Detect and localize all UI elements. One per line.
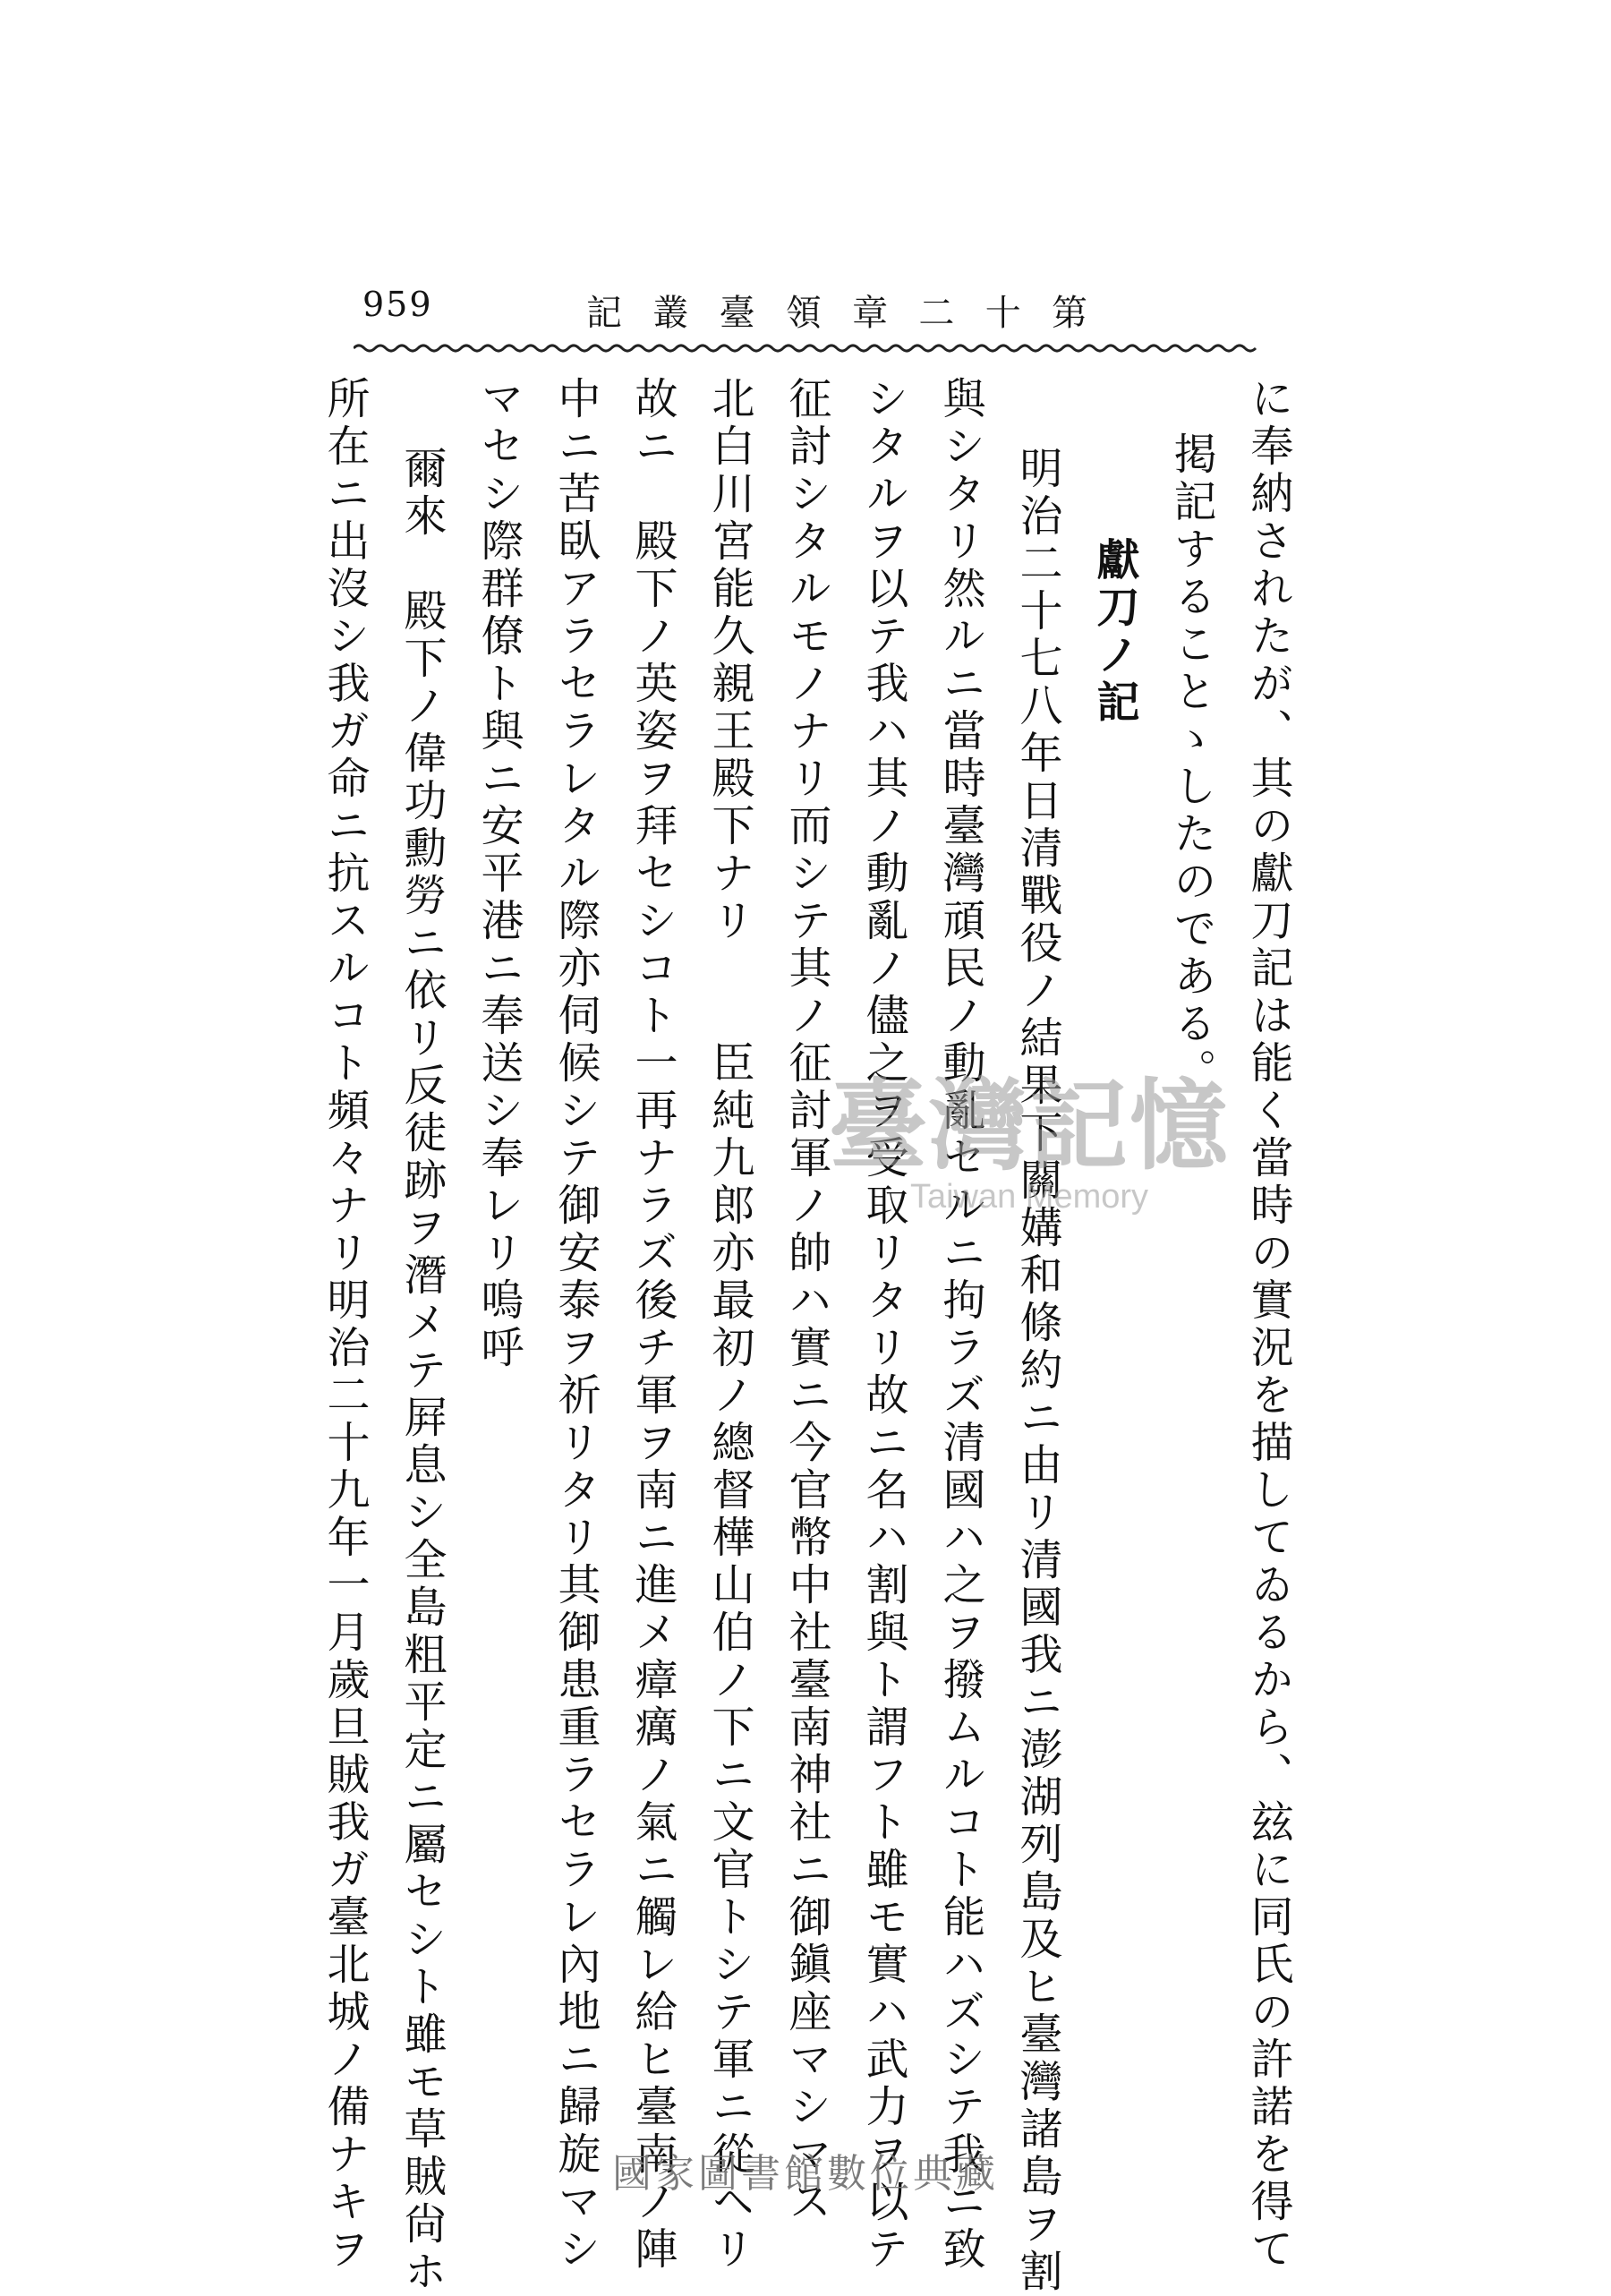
running-head-char: 領 [785, 293, 822, 334]
text-line: 征討シタルモノナリ而シテ其ノ征討軍ノ帥ハ實ニ今官幣中社臺南神社ニ御鎭座マシマス [781, 376, 831, 2226]
running-head-char: 記 [586, 293, 622, 334]
text-line: 所在ニ出沒シ我ガ命ニ抗スルコト頻々ナリ明治二十九年一月歲旦賊我ガ臺北城ノ備ナキヲ [320, 376, 370, 2274]
text-line: 掲記することゝしたのである。 [1166, 431, 1216, 1096]
footer-credit: 國家圖書館數位典藏 [612, 2151, 999, 2197]
running-head-char: 十 [984, 293, 1021, 334]
text-line: に奉納されたが、其の獻刀記は能く當時の實況を描してゐるから、玆に同氏の許諾を得て [1243, 376, 1293, 2274]
watermark-title: 臺灣記憶 [829, 1068, 1230, 1183]
text-line: 故ニ 殿下ノ英姿ヲ拜セシコト一再ナラズ後チ軍ヲ南ニ進メ瘴癘ノ氣ニ觸レ給ヒ臺南ノ陣 [627, 376, 678, 2274]
text-line: 明治二十七八年日清戰役ノ結果下關媾和條約ニ由リ清國我ニ澎湖列島及ヒ臺灣諸島ヲ割 [1012, 446, 1062, 2296]
running-head-char: 叢 [652, 293, 689, 334]
text-line: 中ニ苦臥アラセラレタル際亦伺候シテ御安泰ヲ祈リタリ其御患重ラセラレ內地ニ歸旋マシ [550, 376, 601, 2274]
running-head-char: 二 [918, 293, 955, 334]
page-number: 959 [362, 285, 433, 324]
watermark-subtitle: Taiwan Memory [909, 1178, 1149, 1216]
running-head [586, 285, 1087, 336]
running-head-char: 臺 [719, 293, 755, 334]
watermark [788, 1047, 1271, 1216]
text-line: マセシ際群僚ト與ニ安平港ニ奉送シ奉レリ嗚呼 [473, 376, 524, 1372]
header-rule [354, 342, 1257, 354]
text-line: シタルヲ以テ我ハ其ノ動亂ノ儘之ヲ受取リタリ故ニ名ハ割與ト謂フト雖モ實ハ武力ヲ以テ [858, 376, 908, 2274]
running-head-char: 章 [852, 293, 889, 334]
running-head-char: 第 [1051, 293, 1087, 334]
text-line: 與シタリ然ルニ當時臺灣頑民ノ動亂セルニ拘ラズ清國ハ之ヲ撥ムルコト能ハズシテ我ニ致 [935, 376, 985, 2274]
section-title: 獻刀ノ記 [1089, 537, 1139, 727]
text-line: 爾來 殿下ノ偉功勳勞ニ依リ反徒跡ヲ潛メテ屛息シ全島粗平定ニ屬セシト雖モ草賊尙ホ [396, 446, 447, 2296]
text-line: 北白川宮能久親王殿下ナリ 臣純九郎亦最初ノ總督樺山伯ノ下ニ文官トシテ軍ニ從ヘリ [704, 376, 754, 2274]
